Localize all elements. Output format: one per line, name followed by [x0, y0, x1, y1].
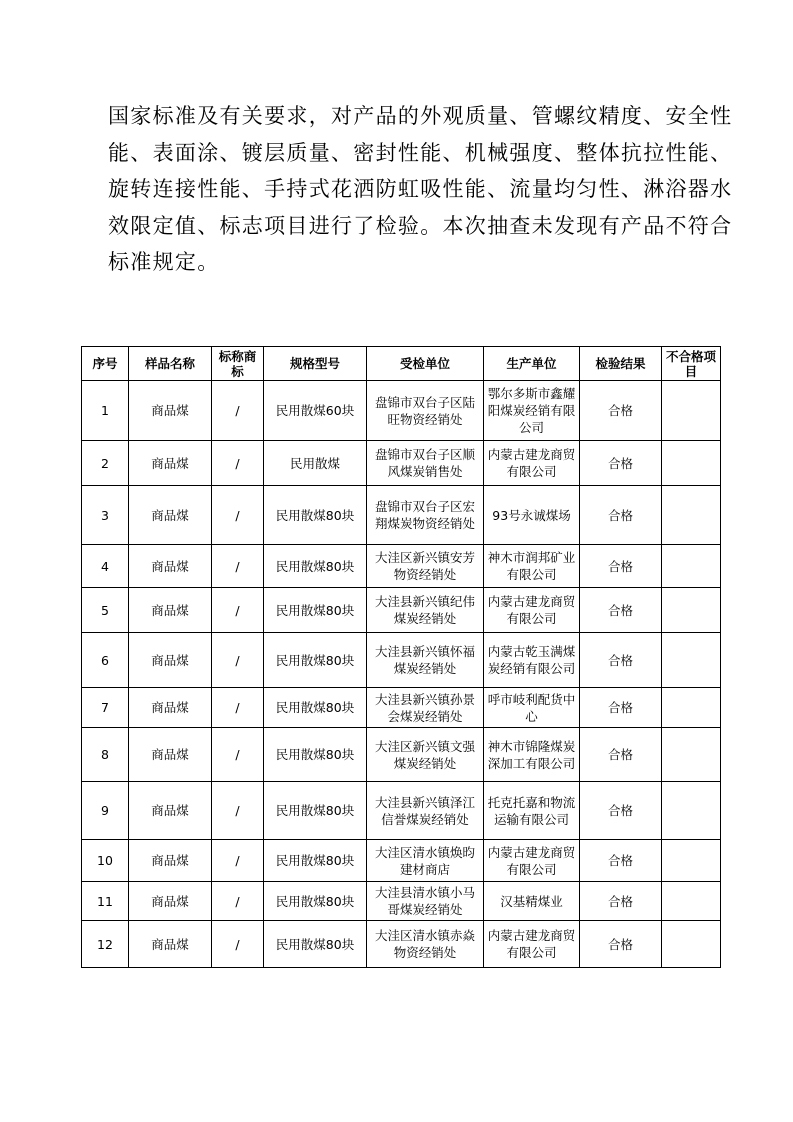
- table-row: [82, 441, 721, 486]
- row-brand: /: [212, 728, 264, 782]
- paragraph-line: 标准规定。: [108, 250, 220, 275]
- row-spec: 民用散煤80块: [264, 882, 367, 921]
- row-result: 合格: [580, 486, 662, 545]
- row-failed-items: [662, 882, 721, 921]
- header-brand: 标称商标: [212, 347, 264, 381]
- table-row: [82, 633, 721, 688]
- table-row: [82, 486, 721, 545]
- header-spec: 规格型号: [264, 347, 367, 381]
- row-inspected-unit: 大洼县新兴镇孙景会煤炭经销处: [367, 688, 484, 728]
- table-row: [82, 882, 721, 921]
- row-spec: 民用散煤: [264, 441, 367, 486]
- table-header-row: [82, 347, 721, 381]
- header-no: 序号: [82, 347, 129, 381]
- row-failed-items: [662, 588, 721, 633]
- row-result: 合格: [580, 921, 662, 968]
- row-sample-name: 商品煤: [129, 588, 212, 633]
- row-spec: 民用散煤80块: [264, 633, 367, 688]
- table-row: [82, 688, 721, 728]
- table-body: [82, 381, 721, 968]
- table-row: [82, 782, 721, 840]
- row-producer: 内蒙古建龙商贸有限公司: [484, 441, 580, 486]
- row-no: 1: [82, 381, 129, 441]
- row-brand: /: [212, 921, 264, 968]
- table-row: [82, 921, 721, 968]
- row-inspected-unit: 大洼县新兴镇泽江信誉煤炭经销处: [367, 782, 484, 840]
- row-sample-name: 商品煤: [129, 441, 212, 486]
- row-producer: 内蒙古建龙商贸有限公司: [484, 921, 580, 968]
- row-result: 合格: [580, 782, 662, 840]
- row-no: 2: [82, 441, 129, 486]
- row-spec: 民用散煤80块: [264, 688, 367, 728]
- row-failed-items: [662, 921, 721, 968]
- row-sample-name: 商品煤: [129, 381, 212, 441]
- table-row: [82, 840, 721, 882]
- row-sample-name: 商品煤: [129, 545, 212, 588]
- row-sample-name: 商品煤: [129, 921, 212, 968]
- table-row: [82, 588, 721, 633]
- row-inspected-unit: 大洼区清水镇焕昀建材商店: [367, 840, 484, 882]
- header-failed-items: 不合格项目: [662, 347, 721, 381]
- row-result: 合格: [580, 633, 662, 688]
- row-producer: 托克托嘉和物流运输有限公司: [484, 782, 580, 840]
- row-spec: 民用散煤80块: [264, 921, 367, 968]
- row-result: 合格: [580, 545, 662, 588]
- row-sample-name: 商品煤: [129, 486, 212, 545]
- row-no: 7: [82, 688, 129, 728]
- row-failed-items: [662, 840, 721, 882]
- paragraph-line: 国家标准及有关要求，对产品的外观质量、管螺纹精度、安全性: [108, 104, 733, 128]
- row-inspected-unit: 大洼区新兴镇文强煤炭经销处: [367, 728, 484, 782]
- row-failed-items: [662, 688, 721, 728]
- row-brand: /: [212, 882, 264, 921]
- row-producer: 呼市岐利配货中心: [484, 688, 580, 728]
- row-inspected-unit: 大洼区新兴镇安芳物资经销处: [367, 545, 484, 588]
- paragraph-line: 旋转连接性能、手持式花洒防虹吸性能、流量均匀性、淋浴器水: [108, 177, 733, 202]
- row-brand: /: [212, 441, 264, 486]
- row-result: 合格: [580, 381, 662, 441]
- row-sample-name: 商品煤: [129, 882, 212, 921]
- row-no: 8: [82, 728, 129, 782]
- row-brand: /: [212, 782, 264, 840]
- row-no: 11: [82, 882, 129, 921]
- row-spec: 民用散煤80块: [264, 728, 367, 782]
- row-spec: 民用散煤80块: [264, 840, 367, 882]
- inspection-results-table: [81, 346, 721, 968]
- intro-paragraph: [108, 98, 733, 281]
- row-sample-name: 商品煤: [129, 840, 212, 882]
- row-sample-name: 商品煤: [129, 688, 212, 728]
- row-failed-items: [662, 782, 721, 840]
- row-inspected-unit: 大洼县清水镇小马哥煤炭经销处: [367, 882, 484, 921]
- row-producer: 汉基精煤业: [484, 882, 580, 921]
- row-no: 3: [82, 486, 129, 545]
- row-inspected-unit: 盘锦市双台子区陆旺物资经销处: [367, 381, 484, 441]
- row-inspected-unit: 大洼区清水镇赤焱物资经销处: [367, 921, 484, 968]
- row-brand: /: [212, 486, 264, 545]
- row-result: 合格: [580, 688, 662, 728]
- row-sample-name: 商品煤: [129, 633, 212, 688]
- row-producer: 神木市锦隆煤炭深加工有限公司: [484, 728, 580, 782]
- row-brand: /: [212, 633, 264, 688]
- row-sample-name: 商品煤: [129, 728, 212, 782]
- row-no: 10: [82, 840, 129, 882]
- table-row: [82, 381, 721, 441]
- row-no: 5: [82, 588, 129, 633]
- row-producer: 93号永诚煤场: [484, 486, 580, 545]
- row-result: 合格: [580, 728, 662, 782]
- row-brand: /: [212, 688, 264, 728]
- row-failed-items: [662, 486, 721, 545]
- header-producer: 生产单位: [484, 347, 580, 381]
- row-result: 合格: [580, 882, 662, 921]
- row-inspected-unit: 大洼县新兴镇怀福煤炭经销处: [367, 633, 484, 688]
- row-brand: /: [212, 381, 264, 441]
- row-producer: 内蒙古建龙商贸有限公司: [484, 588, 580, 633]
- row-inspected-unit: 大洼县新兴镇纪伟煤炭经销处: [367, 588, 484, 633]
- row-brand: /: [212, 588, 264, 633]
- row-result: 合格: [580, 588, 662, 633]
- row-spec: 民用散煤80块: [264, 545, 367, 588]
- row-failed-items: [662, 545, 721, 588]
- table-row: [82, 728, 721, 782]
- row-brand: /: [212, 840, 264, 882]
- row-producer: 神木市润邦矿业有限公司: [484, 545, 580, 588]
- header-result: 检验结果: [580, 347, 662, 381]
- row-failed-items: [662, 728, 721, 782]
- paragraph-line: 能、表面涂、镀层质量、密封性能、机械强度、整体抗拉性能、: [108, 140, 733, 165]
- row-no: 9: [82, 782, 129, 840]
- table-row: [82, 545, 721, 588]
- row-inspected-unit: 盘锦市双台子区顺风煤炭销售处: [367, 441, 484, 486]
- row-producer: 内蒙古乾玉满煤炭经销有限公司: [484, 633, 580, 688]
- row-brand: /: [212, 545, 264, 588]
- row-no: 6: [82, 633, 129, 688]
- header-sample-name: 样品名称: [129, 347, 212, 381]
- row-producer: 鄂尔多斯市鑫耀阳煤炭经销有限公司: [484, 381, 580, 441]
- row-sample-name: 商品煤: [129, 782, 212, 840]
- row-spec: 民用散煤80块: [264, 486, 367, 545]
- header-inspected-unit: 受检单位: [367, 347, 484, 381]
- row-producer: 内蒙古建龙商贸有限公司: [484, 840, 580, 882]
- row-spec: 民用散煤80块: [264, 782, 367, 840]
- paragraph-line: 效限定值、标志项目进行了检验。本次抽查未发现有产品不符合: [108, 213, 733, 238]
- row-failed-items: [662, 381, 721, 441]
- row-spec: 民用散煤80块: [264, 588, 367, 633]
- row-no: 12: [82, 921, 129, 968]
- row-inspected-unit: 盘锦市双台子区宏翔煤炭物资经销处: [367, 486, 484, 545]
- row-no: 4: [82, 545, 129, 588]
- row-result: 合格: [580, 441, 662, 486]
- row-result: 合格: [580, 840, 662, 882]
- row-failed-items: [662, 441, 721, 486]
- row-spec: 民用散煤60块: [264, 381, 367, 441]
- row-failed-items: [662, 633, 721, 688]
